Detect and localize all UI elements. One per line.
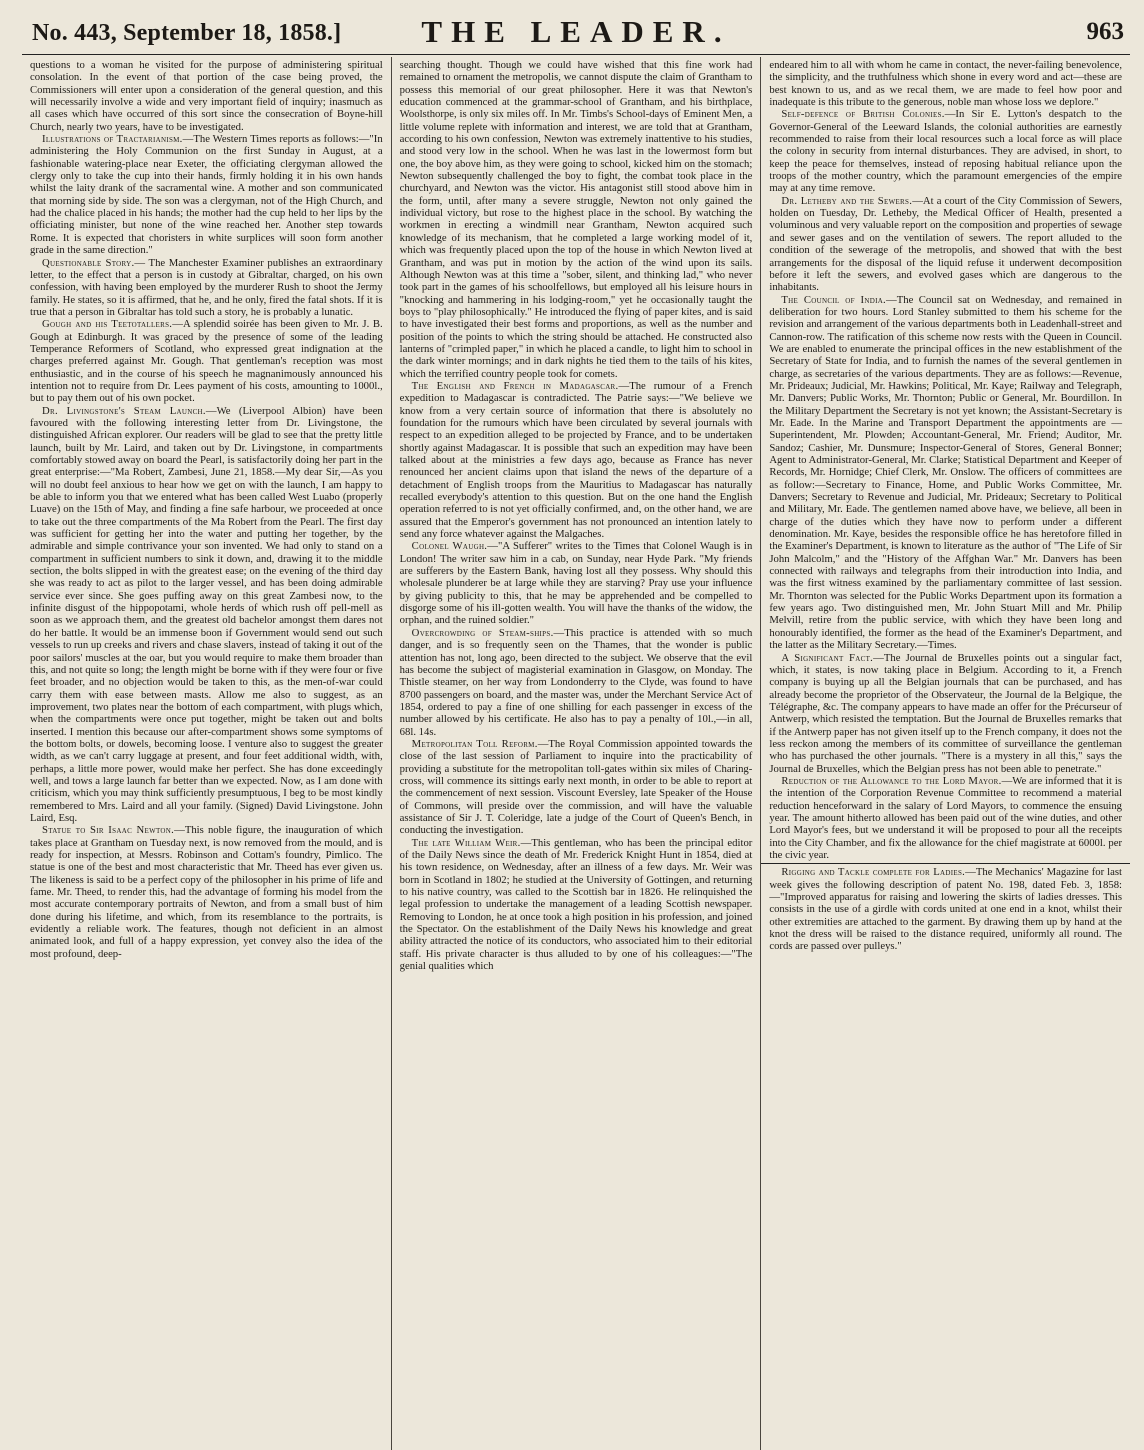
article-paragraph: Questionable Story.— The Manchester Examiner publishes an extraordinary letter, to the effect that a person is in custody at Gibraltar, charged, on his own confession, with having been employed by the murderer Rush to shoot the Jermy family. He states, so it is affirmed, that he, and he only, fired the fatal shots. If it is true that a person in Gibraltar has told such a story, he is probably a lunatic.	[30, 256, 383, 318]
article-paragraph: Metropolitan Toll Reform.—The Royal Commission appointed towards the close of the last session of Parliament to inquire into the practicability of providing a substitute for the metropolitan toll-gates within six miles of Charing-cross, will commence its sittings early next month, in order to be able to report at the commencement of next session. Viscount Eversley, late Speaker of the House of Commons, will preside over the commission, and will have the valuable assistance of Sir J. T. Coleridge, late a judge of the Court of Queen's Bench, in conducting the investigation.	[399, 737, 753, 837]
text-columns	[22, 57, 1130, 1450]
page-header	[22, 8, 1130, 55]
article-heading: Overcrowding of Steam-ships.	[411, 626, 554, 639]
article-paragraph: Self-defence of British Colonies.—In Sir E. Lytton's despatch to the Governor-General of the Leeward Islands, the colonial authorities are earnestly recommended to raise from their local resources such a local force as will place the colony in security from internal disturbances. They are advised, in short, to keep the peace for themselves, instead of reposing habitual reliance upon the troops of the mother country, which the paramount emergencies of the empire may at any time remove.	[769, 108, 1123, 195]
article-heading: Self-defence of British Colonies.	[781, 108, 945, 121]
article-heading: Reduction of the Allowance to the Lord Mayor.	[781, 774, 1002, 787]
article-paragraph: Dr. Letheby and the Sewers.—At a court of the City Commission of Sewers, holden on Tuesday, Dr. Letheby, the Medical Officer of Health, presented a voluminous and very valuable report on the composition and properties of sewage and sewer gases and on the ventilation of sewers. The report alluded to the condition of the sewerage of the metropolis, and showed that with the best arrangements for the disposal of the liquid refuse it underwent decomposition before it left the sewers, and evolved gases which are dangerous to the inhabitants.	[769, 194, 1123, 294]
article-paragraph: Illustrations of Tractarianism.—The Western Times reports as follows:—"In administering the Holy Communion on the first Sunday in August, at a fashionable watering-place near Exeter, the officiating clergyman allowed the clergy only to take the cup into their hands, firmly holding it in his own hands whilst the laity drank of the sacramental wine. A mother and son communicated that morning side by side. The son was a clergyman, not of the High Church, and had the chalice placed in his hands; the mother had the cup held to her lips by the officiating minister, but none of the wine reached her. Another step towards Rome. It is expected that choristers in white surplices will soon form another grade in the same direction."	[30, 133, 383, 257]
article-heading: Colonel Waugh.	[411, 540, 488, 553]
article-heading: Gough and his Teetotallers.	[42, 318, 173, 331]
article-heading: Rigging and Tackle complete for Ladies.	[781, 866, 966, 879]
article-paragraph: A Significant Fact.—The Journal de Bruxelles points out a singular fact, which, it states, is now taking place in Belgium. According to it, a French company is buying up all the Belgian journals that can be purchased, and has already become the proprietor of the Observateur, the Journal de la Belgique, the Télégraphe, &c. The company appears to have made an offer for the Précurseur of Antwerp, which resisted the temptation. But the Journal de Bruxelles remarks that if the Antwerp paper has not given itself up to the French company, it does not the less reckon among the members of its committee of surveillance the gentleman who has purchased the other journals. "There is a mystery in all this," says the Journal de Bruxelles, which the Belgian press has not been able to penetrate."	[769, 651, 1123, 775]
article-paragraph: endeared him to all with whom he came in contact, the never-failing benevolence, the simplicity, and the truthfulness which shone in every word and act—these are best known to us, and as we recal them, we are made to feel how poor and inadequate is this tribute to the generous, noble man whose loss we deplore."	[769, 59, 1123, 109]
column-1	[22, 57, 391, 1450]
article-heading: The English and French in Madagascar.	[411, 379, 619, 392]
article-heading: The late William Weir.	[411, 836, 521, 849]
article-paragraph: The English and French in Madagascar.—The rumour of a French expedition to Madagascar is contradicted. The Patrie says:—"We believe we know from a very certain source of information that there is absolutely no foundation for the rumours which have been circulated by several journals with respect to an expedition alleged to be projected by France, and to be undertaken shortly against Madagascar. It is possible that such an expedition may have been talked about at the ministries a few days ago, because as France has never renounced her ancient claims upon that island the news of the departure of a detachment of English troops from the Mauritius to Madagascar has naturally recalled everybody's attention to this question. But on the one hand the English operation referred to is not yet officially confirmed, and, on the other hand, we are assured that the Emperor's government has not pronounced an intention lately to send any force whatever against the Malgaches.	[399, 379, 753, 541]
column-divider-rule	[761, 863, 1130, 864]
column-2	[391, 57, 761, 1450]
article-heading: Dr. Livingstone's Steam Launch.	[42, 404, 206, 417]
article-paragraph: The Council of India.—The Council sat on Wednesday, and remained in deliberation for two hours. Lord Stanley submitted to them his scheme for the revision and arrangement of the various departments both in Leadenhall-street and Cannon-row. The ratification of this scheme now rests with the Queen in Council. We are enabled to enumerate the principal offices in the new establishment of the Secretary of State for India, and to furnish the names of the several gentlemen in charge, as secretaries of the various departments. They are as follows:—Revenue, Mr. Prideaux; Judicial, Mr. Hawkins; Political, Mr. Kaye; Railway and Telegraph, Mr. Danvers; Public Works, Mr. Thornton; Public or General, Mr. Bourdillon. In the Military Department the Secretary is not yet known; the Assistant-Secretary is Mr. Eade. In the Marine and Transport Department the appointments are — Superintendent, Mr. Plowden; Accountant-General, Mr. Friend; Auditor, Mr. Sandoz; Cashier, Mr. Dunsmure; Inspector-General of Stores, General Bonner; Agent to Administrator-General, Mr. Clarke; Statistical Department and Keeper of Records, Mr. Hornidge; Chief Clerk, Mr. Onslow. The officers of committees are as follow:—Secretary to Finance, Home, and Public Works Committee, Mr. Danvers; Secretary to Revenue and Judicial, Mr. Prideaux; Secretary to Political and Military, Mr. Eade. The gentlemen named above have, we believe, all been in charge of the duties which they have now to perform under a different denomination. Mr. Kaye, besides the responsible office he has heretofore filled in the Examiner's Department, is known to literature as the author of "The Life of Sir John Malcolm," and the "History of the Affghan War." Mr. Danvers has been connected with railways and telegraphs from their introduction into India, and was the first witness examined by the parliamentary committee of last session. Mr. Thornton was selected for the Public Works Department upon its formation a few years ago. Two distinguished men, Mr. John Stuart Mill and Mr. Philip Melvill, retire from the public service, with which they have been long and honourably identified, the former as the head of the Examiner's Department, and the latter as the Military Secretary.—Times.	[769, 293, 1123, 652]
article-paragraph: Dr. Livingstone's Steam Launch.—We (Liverpool Albion) have been favoured with the following interesting letter from Dr. Livingstone, the distinguished African explorer. Our readers will be glad to see that the pretty little launch, built by Mr. Laird, and taken out by Dr. Livingstone, in compartments comfortably stowed away on board the Pearl, is satisfactorily doing her part in the great enterprise:—"Ma Robert, Zambesi, June 21, 1858.—My dear Sir,—As you will no doubt feel anxious to hear how we get on with the launch, I am happy to be able to inform you that we entered what has been called West Luabo (properly Luave) on the 15th of May, and finding a fine safe harbour, we proceeded at once to take out the three compartments of the Ma Robert from the Pearl. The first day was sufficient for getting her into the water and putting her together, by the admirable and simple contrivance your son invented. We had only to stand on a compartment in sufficient numbers to sink it down, and, drawing it to the middle section, the bolts slipped in with the greatest ease; on the evening of the third day she was ready to act as pilot to the larger vessel, and has been doing admirable service ever since. She goes puffing away on this great Zambesi now, to the infinite disgust of the hippopotami, whole herds of which rush off pell-mell as soon as we approach them, and the greatest old bachelor amongst them dares not do her battle. It would be an immense boon if Government would send out such vessels to run up creeks and rivers and chase slavers, instead of taking it out of the poor sailors' muscles at the oar, but you would require to make them broader than this, and not quite so long; the length might be borne with if they were four or five feet broader, and no objection would be taken to this, as the men-of-war could carry them with ease between masts. Allow me also to suggest, as an improvement, two plates near the bottom of each compartment, with plugs which, when the compartments were once put together, might be taken out and bolts inserted. I mention this because our after-compartment shows some symptoms of the bottom bolts, or dowels, becoming loose. I venture also to suggest the greater width, as we can't carry luggage at present, and four feet additional width, with, perhaps, a little more power, would make her perfect. She has done exceedingly well, and tows a large launch far better than we expected. Now, as I am done with criticism, which you may think sufficiently presumptuous, I beg to be most kindly remembered to Mrs. Laird and all your family. (Signed) David Livingstone. John Laird, Esq.	[30, 404, 383, 824]
article-paragraph: The late William Weir.—This gentleman, who has been the principal editor of the Daily News since the death of Mr. Frederick Knight Hunt in 1854, died at his town residence, on Wednesday, after an illness of a few days. Mr. Weir was born in Scotland in 1802; he studied at the University of Gottingen, and returning to his native country, was called to the Scottish bar in 1826. He relinquished the legal profession to undertake the management of a leading Scottish newspaper. Removing to London, he at once took a high position in his profession, and joined the Spectator. On the establishment of the Daily News his knowledge and great ability attracted the notice of its conductors, who associated him to their editorial staff. His private character is thus alluded to by one of his colleagues:—"The genial qualities which	[399, 836, 753, 973]
article-paragraph: questions to a woman he visited for the purpose of administering spiritual consolation. In the event of that portion of the case being proved, the Commissioners will enter upon a consideration of the general question, and this will necessarily involve a wide and very important field of inquiry; inasmuch as all cases which have occurred of this sort since the consecration of Boyne-hill Church, nearly two years, have to be investigated.	[30, 59, 383, 133]
article-heading: A Significant Fact.	[781, 651, 874, 664]
article-heading: Questionable Story.	[42, 256, 135, 269]
article-paragraph: Reduction of the Allowance to the Lord Mayor.—We are informed that it is the intention of the Corporation Revenue Committee to recommend a material reduction henceforward in the salary of Lord Mayors, to commence the ensuing year. The amount hitherto allowed has been paid out of the wine duties, and other Lord Mayor's fees, but we understand it will be proposed to pour all the receipts into the City Chamber, and fix the allowance for the chief magistrate at 6000l. per the civic year.	[769, 774, 1123, 861]
article-paragraph: Colonel Waugh.—"A Sufferer" writes to the Times that Colonel Waugh is in London! The writer saw him in a cab, on Sunday, near Hyde Park. "My friends are sufferers by the Eastern Bank, having lost all they possess. Why should this wholesale plunderer be at large while they are starving? Pray use your influence by giving publicity to this, that he may be apprehended and be compelled to disgorge some of his ill-gotten wealth. You will have the thanks of the widow, the orphan, and the ruined soldier."	[399, 540, 753, 627]
article-heading: Illustrations of Tractarianism.	[42, 133, 183, 146]
article-paragraph: Overcrowding of Steam-ships.—This practice is attended with so much danger, and is so frequently seen on the Thames, that the wonder is public attention has not, long ago, been directed to the subject. We observe that the evil has become the subject of magisterial examination in Glasgow, on Monday. The Thistle steamer, on her way from Londonderry to the Clyde, was found to have 8700 passengers on board, and the master was, under the Merchant Service Act of 1854, ordered to pay a fine of one shilling for each passenger in excess of the number allowed by his certificate. He also has to pay a penalty of 10l.,—in all, 68l. 14s.	[399, 626, 753, 738]
article-heading: Metropolitan Toll Reform.	[411, 737, 538, 750]
article-paragraph: searching thought. Though we could have wished that this fine work had remained to ornament the metropolis, we cannot dispute the claim of Grantham to possess this memorial of our great philosopher. Here it was that Newton's education commenced at the grammar-school of Grantham, and his birthplace, Woolsthorpe, is only six miles off. In Mr. Timbs's School-days of Eminent Men, a little volume replete with information and interest, we are told that at Grantham, according to his own confession, Newton was extremely inattentive to his studies, and stood very low in the school. When he was last in the lowermost form but one, the boy above him, as they were going to school, kicked him on the stomach; Newton subsequently challenged the boy to fight, the combat took place in the churchyard, and Newton was the victor. His antagonist still stood above him in the form, until, after many a severe struggle, Newton not only gained the individual victory, but rose to the highest place in the school. By watching the workmen in erecting a windmill near Grantham, Newton acquired such knowledge of its mechanism, that he completed a large working model of it, which was frequently placed upon the top of the house in which Newton lived at Grantham, and was put in motion by the action of the wind upon its sails. Although Newton was at this time a "sober, silent, and thinking lad," who never took part in the games of his schoolfellows, but employed all his leisure hours in "knocking and hammering in his lodging-room," yet he occasionally taught the boys to "play philosophically." He introduced the flying of paper kites, and is said to have investigated their best forms and proportions, as well as the number and position of the points to which the string should be attached. He constructed also lanterns of "crimpled paper," in which he placed a candle, to light him to school in the dark winter mornings; and in dark nights he tied them to the tails of his kites, which the terrified country people took for comets.	[399, 59, 753, 380]
column-3	[760, 57, 1130, 1450]
masthead-title: THE LEADER.	[421, 14, 731, 49]
issue-date: No. 443, September 18, 1858.]	[32, 20, 342, 46]
article-heading: Dr. Letheby and the Sewers.	[781, 194, 913, 207]
article-heading: The Council of India.	[781, 293, 887, 306]
page-number: 963	[1086, 18, 1124, 45]
article-heading: Statue to Sir Isaac Newton.	[42, 824, 175, 837]
article-paragraph: Rigging and Tackle complete for Ladies.—The Mechanics' Magazine for last week gives the following description of patent No. 198, dated Feb. 3, 1858:—"Improved apparatus for raising and lowering the skirts of ladies dresses. This consists in the use of a girdle with cords united at one end in a knot, whilst their other extremities are attached to the garment. By drawing them up by hand at the knot the dress will be raised to the distance required, uniformly all round. The cords are passed over pulleys."	[769, 866, 1123, 953]
article-paragraph: Gough and his Teetotallers.—A splendid soirée has been given to Mr. J. B. Gough at Edinburgh. It was graced by the presence of some of the leading Temperance Reformers of Scotland, who expressed great indignation at the charges preferred against Mr. Gough. That gentleman's reception was most enthusiastic, and in the course of his speech he magnanimously announced his intention not to require from Dr. Lees payment of his costs, amounting to 1000l., but to pay them out of his own pocket.	[30, 318, 383, 405]
article-paragraph: Statue to Sir Isaac Newton.—This noble figure, the inauguration of which takes place at Grantham on Tuesday next, is now removed from the mould, and is ready for inspection, at Messrs. Robinson and Cottam's foundry, Pimlico. The statue is one of the best and most characteristic that Mr. Theed has ever given us. The likeness is said to be a perfect copy of the philosopher in his prime of life and fame. Mr. Theed, to render this, had the advantage of forming his model from the most accurate contemporary portraits of Newton, and from a small bust of him done during his lifetime, and which, from its resemblance to the portraits, is evidently a reliable work. The features, though not deficient in an almost animated look, and full of a happy expression, yet convey also the idea of the most profound, deep-	[30, 824, 383, 960]
